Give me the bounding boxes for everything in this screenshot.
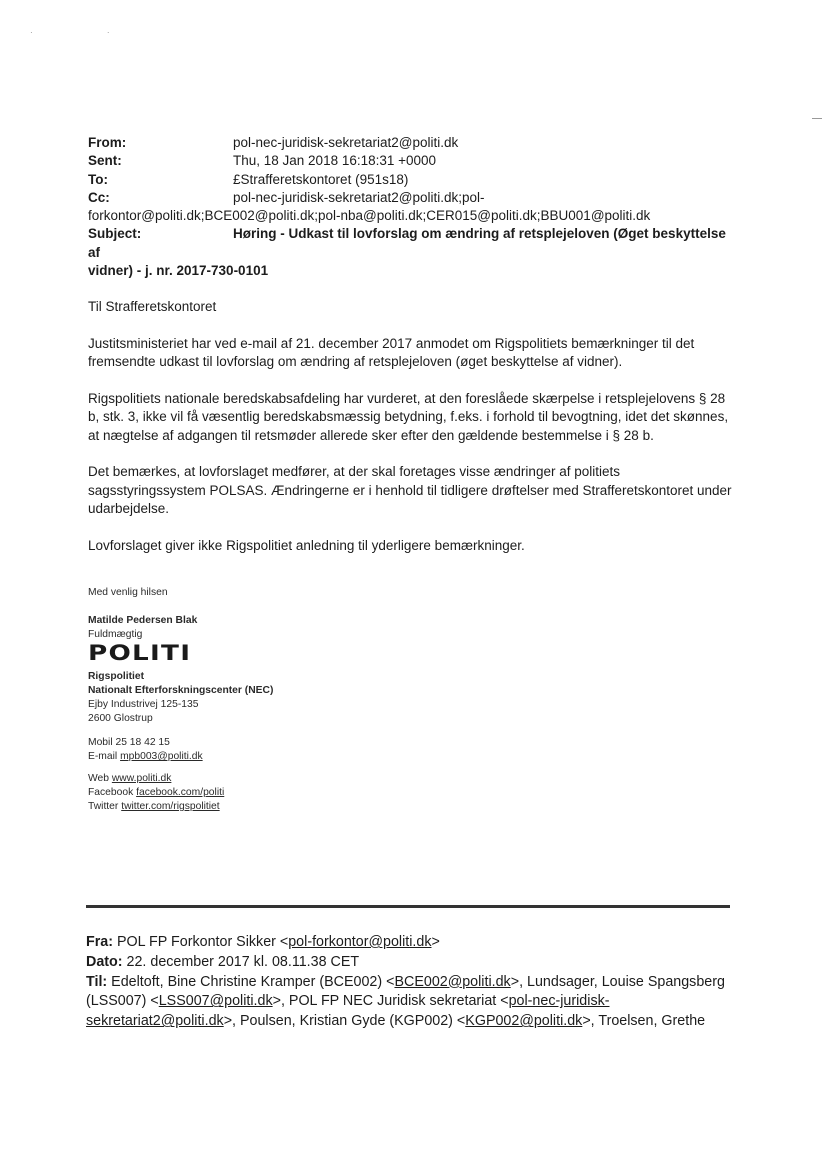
- fra-value: POL FP Forkontor Sikker <: [117, 934, 289, 950]
- email-body: [88, 298, 733, 555]
- til-email-link-1[interactable]: BCE002@politi.dk: [394, 973, 511, 990]
- web-label: Web: [88, 773, 109, 784]
- web-link[interactable]: www.politi.dk: [111, 773, 172, 784]
- org-name: Rigspolitiet: [88, 671, 145, 682]
- til-part-b: >, Lundsager, Louise Spangsberg (LSS007) <: [86, 973, 725, 1010]
- email-line: [88, 750, 488, 764]
- til-part-d: >, Poulsen, Kristian Gyde (KGP002) <: [223, 1013, 466, 1030]
- body-paragraph-1: Justitsministeriet har ved e-mail af 21. december 2017 anmodet om Rigspolitiets bemærkninger til det fremsendte udkast til lovforslag om ændring af retsplejeloven (øget beskyttelse af vidner).: [88, 335, 695, 369]
- email-header: [88, 134, 728, 280]
- to-value: £Strafferetskontoret (951s18): [233, 171, 409, 187]
- politi-logo: POLITI: [88, 641, 192, 665]
- twitter-label: Twitter: [88, 801, 119, 812]
- mobile-label: Mobil: [88, 737, 113, 748]
- fra-end: >: [431, 934, 440, 950]
- body-paragraph-3: Det bemærkes, at lovforslaget medfører, at der skal foretages visse ændringer af politiets sagsstyringssystem POLSAS. Ændringerne er i henhold til tidligere drøftelser med Strafferetskontoret under udarbejdelse.: [88, 464, 732, 516]
- twitter-line: [88, 800, 488, 814]
- email-link[interactable]: mpb003@politi.dk: [120, 751, 203, 762]
- fra-label: Fra:: [86, 934, 114, 950]
- address-line1: Ejby Industrivej 125-135: [88, 699, 199, 710]
- fra-row: [86, 933, 746, 953]
- dato-value: 22. december 2017 kl. 08.11.38 CET: [126, 953, 360, 970]
- til-email-link-4[interactable]: KGP002@politi.dk: [465, 1013, 583, 1030]
- greeting: Til Strafferetskontoret: [88, 299, 217, 314]
- cc-value-line1: pol-nec-juridisk-sekretariat2@politi.dk;pol-: [233, 189, 485, 205]
- scan-specks: · ·: [30, 28, 146, 37]
- signer-title: Fuldmægtig: [88, 629, 143, 640]
- facebook-label: Facebook: [88, 787, 134, 798]
- closing: Med venlig hilsen: [88, 587, 168, 598]
- til-row: [86, 973, 746, 1032]
- sent-label: Sent:: [88, 153, 122, 169]
- fra-email-link[interactable]: pol-forkontor@politi.dk: [288, 934, 432, 950]
- til-email-link-3[interactable]: pol-nec-juridisk-sekretariat2@politi.dk: [86, 993, 610, 1030]
- til-email-link-2[interactable]: LSS007@politi.dk: [158, 993, 273, 1010]
- dato-row: [86, 953, 746, 973]
- scan-edge-mark: [812, 118, 822, 119]
- email-label: E-mail: [88, 751, 118, 762]
- signer-name: Matilde Pedersen Blak: [88, 615, 198, 626]
- sent-value: Thu, 18 Jan 2018 16:18:31 +0000: [233, 153, 437, 169]
- subject-label: Subject:: [88, 226, 142, 242]
- til-part-c: >, POL FP NEC Juridisk sekretariat <: [272, 993, 509, 1010]
- body-paragraph-2: Rigspolitiets nationale beredskabsafdeling har vurderet, at den foreslåede skærpelse i retsplejelovens § 28 b, stk. 3, ikke vil få væsentlig beredskabsmæssig betydning, f.eks. i forhold til bevogtning, idet det skønnes, at nægtelse af adgangen til retsmøder allerede sker efter den gældende bestemmelse i § 28 b.: [88, 390, 729, 443]
- from-row: [88, 134, 728, 152]
- til-label: Til:: [86, 973, 108, 990]
- til-part-e: >, Troelsen, Grethe: [582, 1013, 706, 1030]
- address-line2: 2600 Glostrup: [88, 713, 153, 724]
- web-line: [88, 772, 488, 786]
- dato-label: Dato:: [86, 953, 123, 970]
- from-value: pol-nec-juridisk-sekretariat2@politi.dk: [233, 135, 459, 150]
- to-row: [88, 171, 728, 189]
- mobile-number: 25 18 42 15: [115, 737, 170, 748]
- signature-block: [88, 586, 488, 814]
- cc-value-line2: forkontor@politi.dk;BCE002@politi.dk;pol-nba@politi.dk;CER015@politi.dk;BBU001@politi.dk: [88, 208, 651, 224]
- twitter-link[interactable]: twitter.com/rigspolitiet: [121, 801, 220, 812]
- subject-line1: Høring - Udkast til lovforslag om ændring af retsplejeloven (Øget beskyttelse af: [88, 226, 726, 260]
- forwarded-header: [86, 933, 746, 1032]
- body-paragraph-4: Lovforslaget giver ikke Rigspolitiet anledning til yderligere bemærkninger.: [88, 537, 525, 553]
- facebook-line: [88, 786, 488, 800]
- to-label: To:: [88, 171, 108, 187]
- sent-row: [88, 152, 728, 170]
- mobile-line: [88, 736, 488, 750]
- subject-row: [88, 225, 728, 280]
- cc-label: Cc:: [88, 189, 110, 205]
- facebook-link[interactable]: facebook.com/politi: [136, 787, 225, 798]
- from-label: From:: [88, 135, 127, 150]
- cc-row: [88, 189, 728, 226]
- separator-rule: [86, 905, 730, 908]
- til-part-a: Edeltoft, Bine Christine Kramper (BCE002) <: [111, 973, 395, 990]
- unit-name: Nationalt Efterforskningscenter (NEC): [88, 685, 274, 696]
- subject-line2: vidner) - j. nr. 2017-730-0101: [88, 263, 269, 279]
